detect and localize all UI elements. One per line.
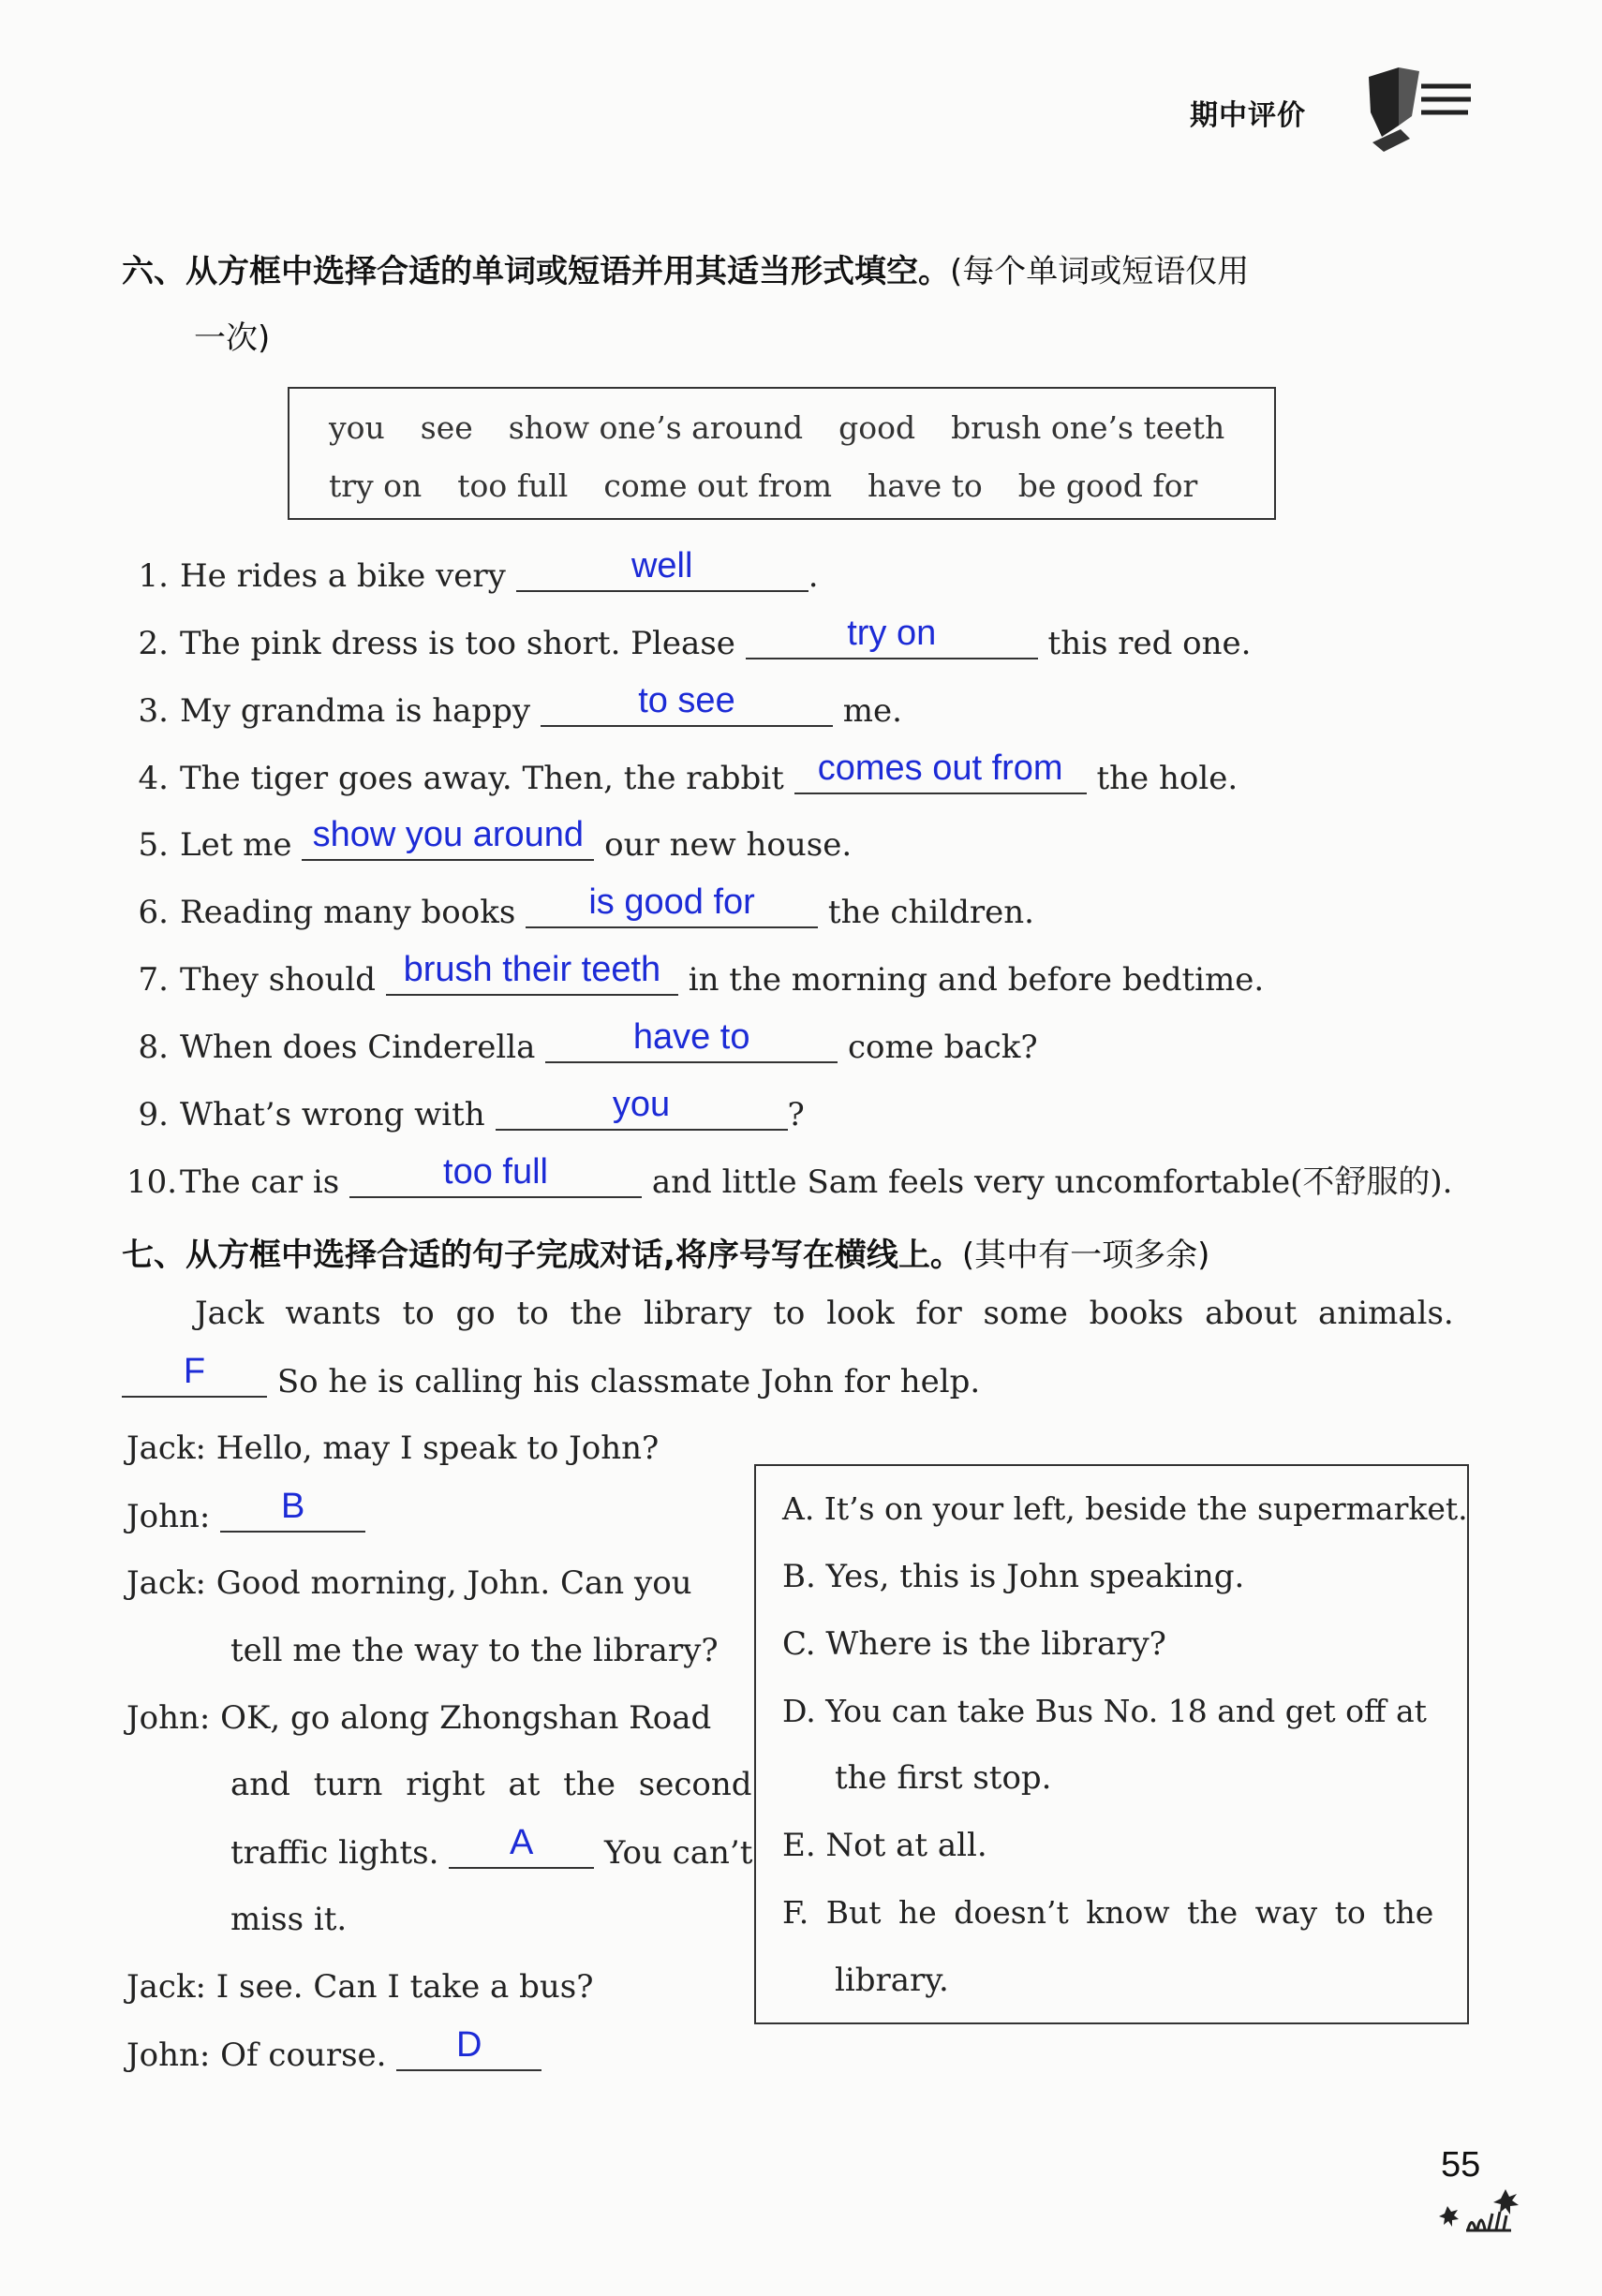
dialog-line-5: John: OK, go along Zhongshan Road <box>126 1699 712 1737</box>
answer-blank[interactable]: to see <box>541 684 833 727</box>
book-logo-icon <box>1363 58 1476 170</box>
word-bank-row-2 <box>329 467 1233 504</box>
answer-blank[interactable]: B <box>220 1489 365 1533</box>
section-6-title <box>122 245 1249 291</box>
answer-blank[interactable]: too full <box>349 1155 642 1198</box>
flower-grass-icon <box>1438 2187 1541 2234</box>
answer-blank[interactable]: brush their teeth <box>386 953 678 996</box>
answer-blank[interactable]: D <box>396 2028 541 2071</box>
answer-blank[interactable]: is good for <box>526 885 818 928</box>
dialog-line-3: Jack: Good morning, John. Can you <box>126 1564 692 1602</box>
section-7-note: (其中有一项多余) <box>961 1237 1210 1274</box>
dialog-line-10: John: Of course. D <box>126 2028 541 2081</box>
answer-blank[interactable]: F <box>122 1355 267 1398</box>
dialog-line-6: and turn right at the second <box>230 1766 752 1803</box>
word-bank-item: you <box>329 409 385 446</box>
answer-blank[interactable]: well <box>516 549 808 592</box>
question-9: 9. What’s wrong with you ? <box>138 1085 805 1133</box>
word-bank-item: show one’s around <box>508 409 804 446</box>
question-2: 2. The pink dress is too short. Please try on this red one. <box>138 614 1252 662</box>
word-bank-item: be good for <box>1017 467 1198 504</box>
dialog-line-2: John: B <box>126 1489 365 1542</box>
answer-blank[interactable]: have to <box>545 1020 838 1063</box>
word-bank-box <box>288 387 1276 520</box>
dialog-line-4: tell me the way to the library? <box>230 1632 719 1669</box>
page-number: 55 <box>1441 2145 1481 2185</box>
option-b: B. Yes, this is John speaking. <box>782 1558 1245 1595</box>
answer-blank[interactable]: show you around <box>302 818 594 861</box>
options-box <box>754 1464 1469 2024</box>
section-6-note: (每个单词或短语仅用 <box>950 253 1250 290</box>
word-bank-row-1 <box>329 409 1260 446</box>
word-bank-item: brush one’s teeth <box>951 409 1225 446</box>
intro-line-1: Jack wants to go to the library to look for some books about animals. <box>195 1295 1454 1332</box>
intro-line-2: F So he is calling his classmate John for help. <box>122 1355 980 1407</box>
word-bank-item: see <box>420 409 473 446</box>
option-f: F. But he doesn’t know the way to the <box>782 1894 1434 1931</box>
option-a: A. It’s on your left, beside the supermarket. <box>782 1490 1468 1527</box>
question-3: 3. My grandma is happy to see me. <box>138 681 902 730</box>
section-7-title <box>122 1229 1209 1275</box>
dialog-line-8: miss it. <box>230 1901 348 1938</box>
option-d-continued: the first stop. <box>835 1759 1052 1797</box>
question-8: 8. When does Cinderella have to come back? <box>138 1017 1038 1066</box>
answer-blank[interactable]: try on <box>746 616 1038 659</box>
question-5: 5. Let me show you around our new house. <box>138 815 853 864</box>
section-7-heading: 七、从方框中选择合适的句子完成对话,将序号写在横线上。 <box>122 1237 962 1274</box>
question-1: 1. He rides a bike very well . <box>138 546 819 595</box>
answer-blank[interactable]: you <box>496 1088 788 1131</box>
section-6-note-continued: 一次) <box>194 319 271 357</box>
answer-blank[interactable]: A <box>449 1826 594 1869</box>
header-title: 期中评价 <box>1190 99 1306 132</box>
answer-blank[interactable]: comes out from <box>794 751 1087 794</box>
question-6: 6. Reading many books is good for the children. <box>138 882 1034 931</box>
option-c: C. Where is the library? <box>782 1625 1166 1663</box>
word-bank-item: good <box>838 409 916 446</box>
word-bank-item: try on <box>329 467 423 504</box>
option-f-continued: library. <box>835 1962 949 1999</box>
dialog-line-7: traffic lights. A You can’t <box>230 1823 753 1872</box>
word-bank-item: too full <box>457 467 569 504</box>
word-bank-item: come out from <box>603 467 833 504</box>
dialog-line-9: Jack: I see. Can I take a bus? <box>126 1968 594 2006</box>
question-7: 7. They should brush their teeth in the morning and before bedtime. <box>138 950 1265 999</box>
section-6-heading: 六、从方框中选择合适的单词或短语并用其适当形式填空。 <box>122 253 950 290</box>
question-10: 10.The car is too full and little Sam feels very uncomfortable(不舒服的). <box>126 1152 1453 1201</box>
option-d: D. You can take Bus No. 18 and get off at <box>782 1693 1427 1729</box>
dialog-line-1: Jack: Hello, may I speak to John? <box>126 1429 660 1467</box>
question-4: 4. The tiger goes away. Then, the rabbit comes out from the hole. <box>138 748 1239 797</box>
word-bank-item: have to <box>868 467 983 504</box>
option-e: E. Not at all. <box>782 1827 987 1864</box>
